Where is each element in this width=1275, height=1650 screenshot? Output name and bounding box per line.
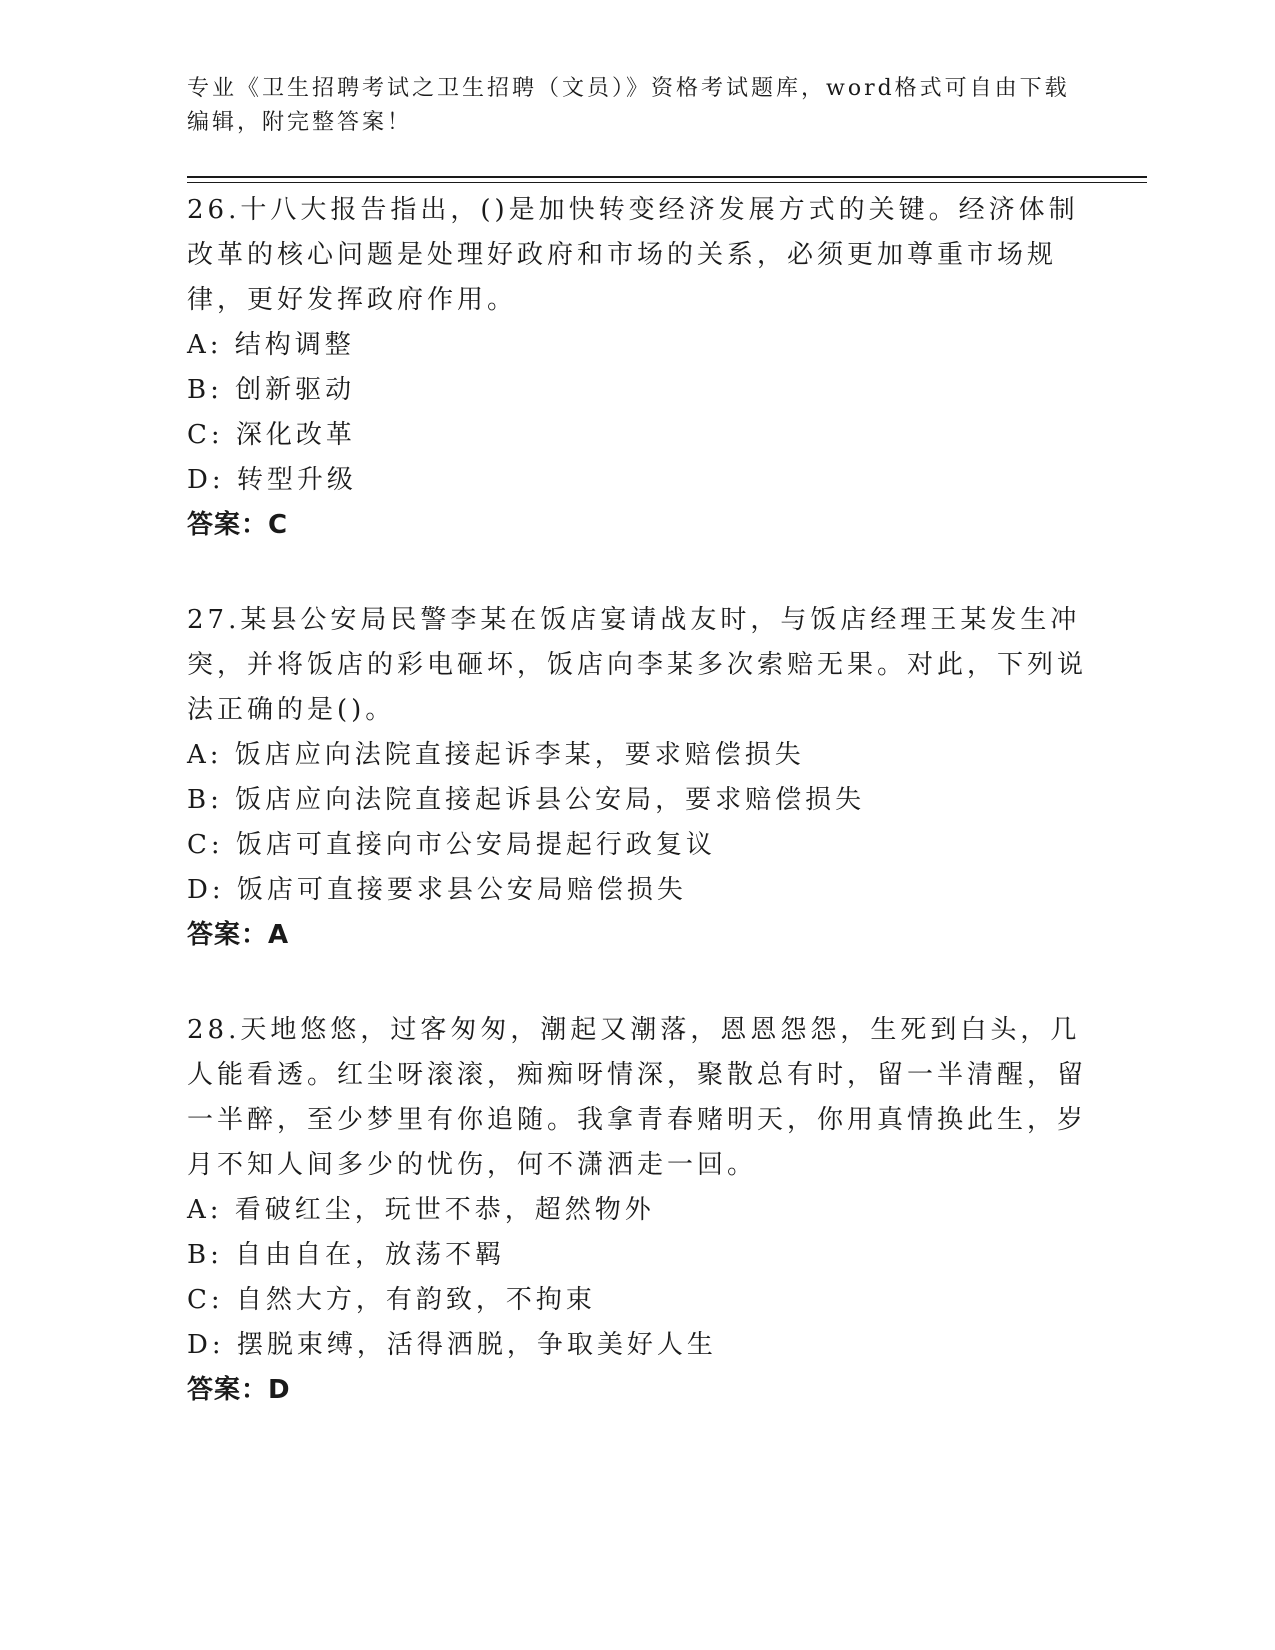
question-stem: 26.十八大报告指出，()是加快转变经济发展方式的关键。经济体制改革的核心问题是处理好政府和市场的关系，必须更加尊重市场规律，更好发挥政府作用。 [187,195,1079,315]
question-27 [187,598,1087,958]
option-c: C: 自然大方，有韵致，不拘束 [187,1285,596,1315]
option-b: B: 创新驱动 [187,375,356,405]
option-b: B: 饭店应向法院直接起诉县公安局，要求赔偿损失 [187,785,866,815]
option-d: D: 摆脱束缚，活得洒脱，争取美好人生 [187,1330,717,1360]
document-header: 专业《卫生招聘考试之卫生招聘（文员）》资格考试题库，word格式可自由下载编辑，附完整答案！ [187,76,1070,135]
header-divider-thin [187,182,1147,183]
question-28 [187,1008,1087,1413]
option-b: B: 自由自在，放荡不羁 [187,1240,506,1270]
question-stem: 28.天地悠悠，过客匆匆，潮起又潮落，恩恩怨怨，生死到白头，几人能看透。红尘呀滚滚，痴痴呀情深，聚散总有时，留一半清醒，留一半醉，至少梦里有你追随。我拿青春赌明天，你用真情换此生，岁月不知人间多少的忧伤，何不潇洒走一回。 [187,1015,1088,1180]
option-c: C: 深化改革 [187,420,356,450]
option-d: D: 饭店可直接要求县公安局赔偿损失 [187,875,687,905]
option-a: A: 看破红尘，玩世不恭，超然物外 [187,1195,655,1225]
header-divider [187,176,1147,178]
option-d: D: 转型升级 [187,465,357,495]
option-c: C: 饭店可直接向市公安局提起行政复议 [187,830,716,860]
answer: 答案：D [187,1375,291,1405]
option-a: A: 结构调整 [187,330,355,360]
question-stem: 27.某县公安局民警李某在饭店宴请战友时，与饭店经理王某发生冲突，并将饭店的彩电砸坏，饭店向李某多次索赔无果。对此，下列说法正确的是()。 [187,605,1088,725]
option-a: A: 饭店应向法院直接起诉李某，要求赔偿损失 [187,740,805,770]
answer: 答案：C [187,510,289,540]
question-26 [187,188,1087,548]
answer: 答案：A [187,920,290,950]
